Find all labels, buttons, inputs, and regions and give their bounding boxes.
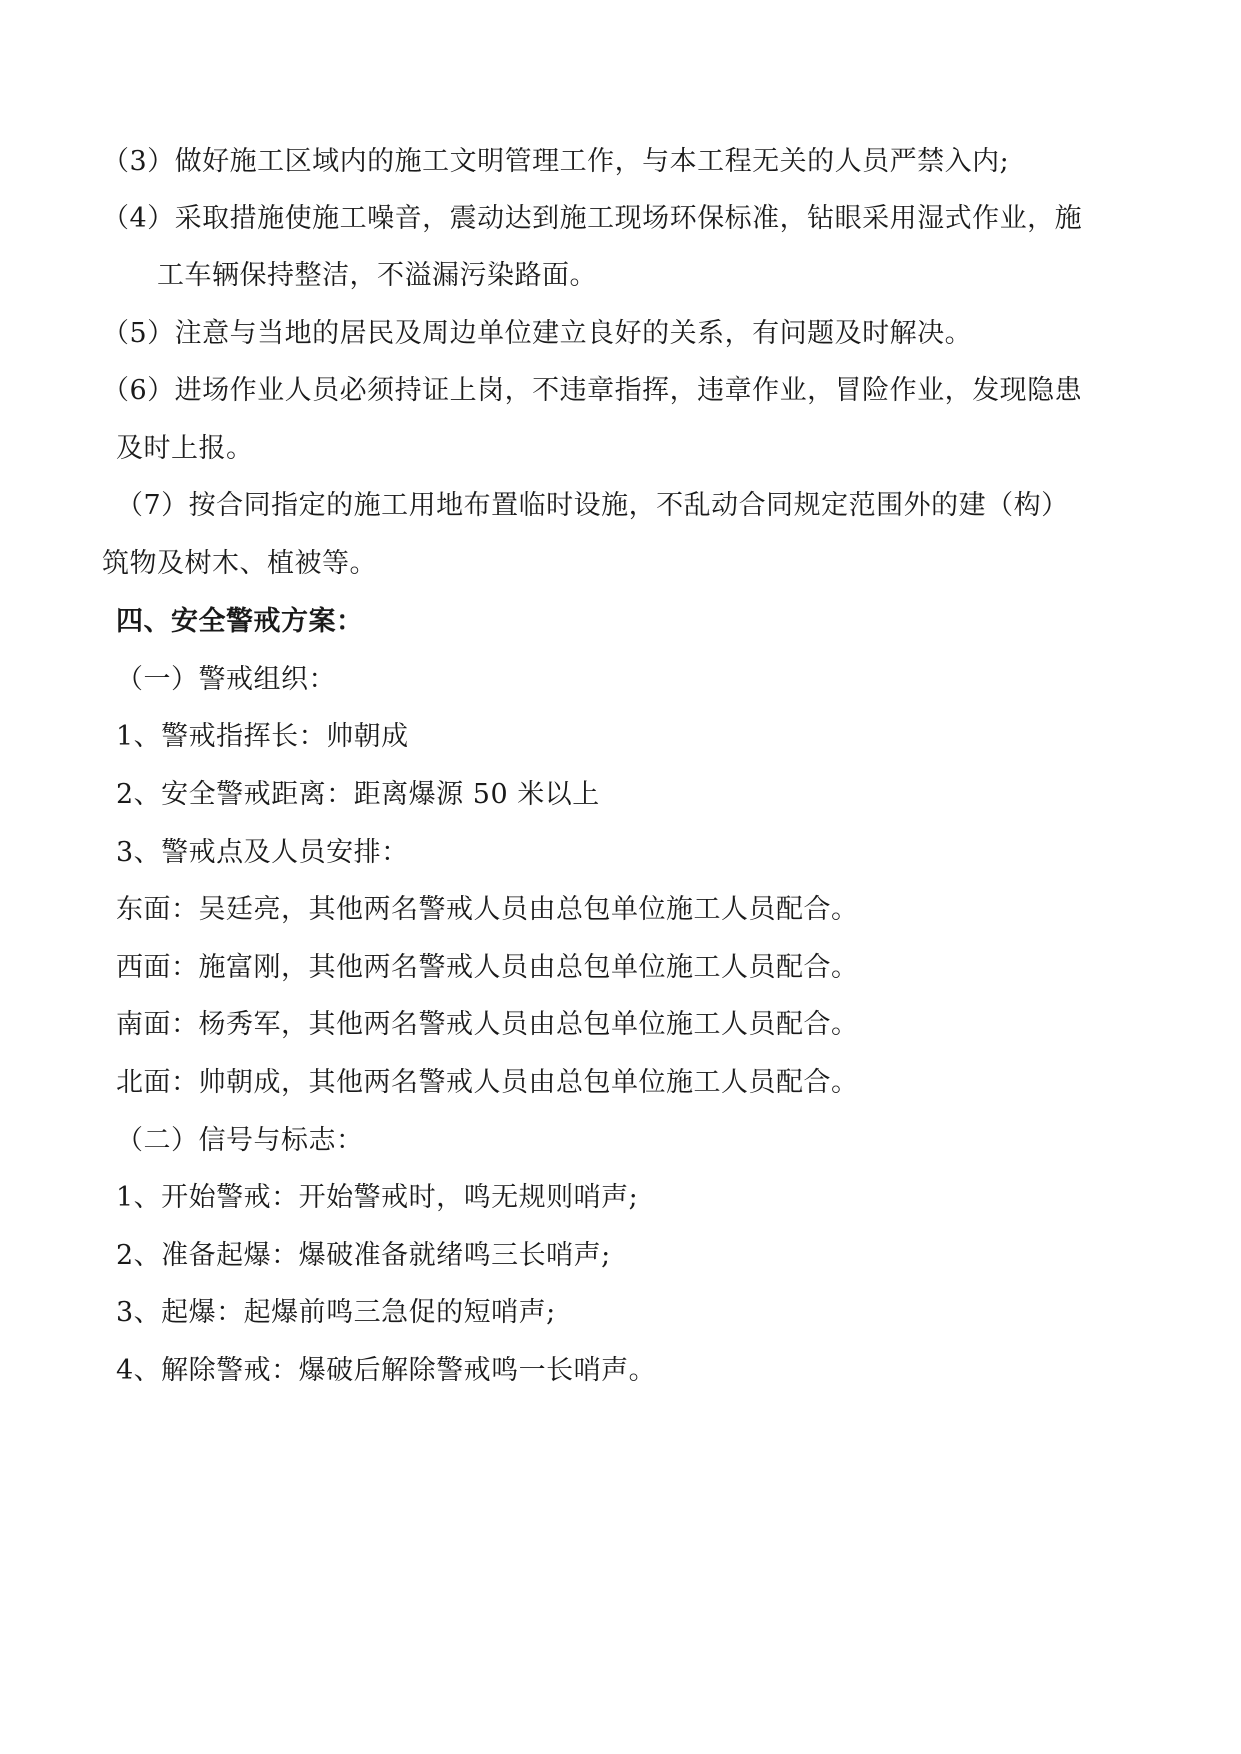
subsection-heading-organization: （一）警戒组织： (116, 664, 336, 695)
paragraph-item-7-line-1: （7）按合同指定的施工用地布置临时设施，不乱动合同规定范围外的建（构） (116, 490, 1069, 521)
paragraph-item-3: （3）做好施工区域内的施工文明管理工作，与本工程无关的人员严禁入内; (102, 146, 1010, 177)
paragraph-item-4-line-1: （4）采取措施使施工噪音，震动达到施工现场环保标准，钻眼采用湿式作业，施 (102, 203, 1083, 234)
paragraph-item-4-line-2: 工车辆保持整洁，不溢漏污染路面。 (157, 260, 597, 291)
paragraph-item-7-line-2: 筑物及树木、植被等。 (102, 548, 377, 579)
paragraph-item-5: （5）注意与当地的居民及周边单位建立良好的关系，有问题及时解决。 (102, 318, 973, 349)
section-heading: 四、安全警戒方案： (116, 606, 364, 637)
organization-item: 2、安全警戒距离：距离爆源 50 米以上 (116, 779, 600, 810)
guard-post-east: 东面：吴廷亮，其他两名警戒人员由总包单位施工人员配合。 (116, 894, 859, 925)
signal-item: 2、准备起爆：爆破准备就绪鸣三长哨声; (116, 1240, 611, 1271)
signal-item: 1、开始警戒：开始警戒时，鸣无规则哨声; (116, 1182, 639, 1213)
subsection-heading-signals: （二）信号与标志： (116, 1125, 364, 1156)
paragraph-item-6-line-1: （6）进场作业人员必须持证上岗，不违章指挥，违章作业，冒险作业，发现隐患 (102, 375, 1083, 406)
signal-item: 4、解除警戒：爆破后解除警戒鸣一长哨声。 (116, 1355, 657, 1386)
guard-post-north: 北面：帅朝成，其他两名警戒人员由总包单位施工人员配合。 (116, 1067, 859, 1098)
signal-item: 3、起爆：起爆前鸣三急促的短哨声; (116, 1297, 556, 1328)
organization-item: 1、警戒指挥长：帅朝成 (116, 721, 409, 752)
guard-post-south: 南面：杨秀军，其他两名警戒人员由总包单位施工人员配合。 (116, 1009, 859, 1040)
organization-item: 3、警戒点及人员安排： (116, 837, 409, 868)
paragraph-item-6-line-2: 及时上报。 (116, 433, 254, 464)
guard-post-west: 西面：施富刚，其他两名警戒人员由总包单位施工人员配合。 (116, 952, 859, 983)
